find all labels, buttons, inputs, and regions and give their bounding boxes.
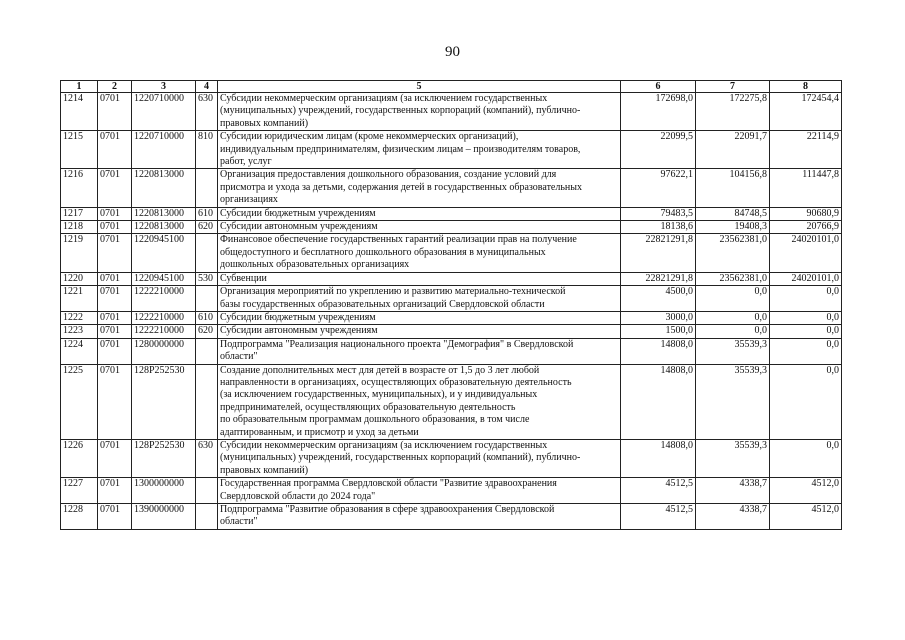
- amount-col7-cell: 0,0: [696, 286, 770, 312]
- amount-col6-cell: 97622,1: [621, 169, 696, 207]
- amount-col8-cell: 172454,4: [770, 93, 842, 131]
- item-name-cell: [218, 478, 621, 504]
- item-name-line: Организация мероприятий по укреплению и развитию материально-технической: [220, 286, 566, 298]
- row-number-cell: 1220: [61, 272, 98, 285]
- table-header: [61, 81, 842, 93]
- amount-col8-cell: 111447,8: [770, 169, 842, 207]
- target-code-cell: 1300000000: [132, 478, 196, 504]
- row-number-cell: 1216: [61, 169, 98, 207]
- page-number: 90: [445, 44, 460, 60]
- table-row: [61, 93, 842, 131]
- section-code-cell: 0701: [98, 207, 132, 220]
- item-name-cell: [218, 131, 621, 169]
- amount-col7-cell: 35539,3: [696, 338, 770, 364]
- row-number-cell: 1218: [61, 221, 98, 234]
- table-row: [61, 131, 842, 169]
- item-name-line: Финансовое обеспечение государственных гарантий реализации прав на получение: [220, 234, 577, 246]
- amount-col7-cell: 172275,8: [696, 93, 770, 131]
- target-code-cell: 1220945100: [132, 272, 196, 285]
- target-code-cell: 1222210000: [132, 311, 196, 324]
- target-code-cell: 1220710000: [132, 93, 196, 131]
- item-name-line: области": [220, 351, 258, 363]
- header-row: [61, 81, 842, 93]
- amount-col6-cell: 14808,0: [621, 338, 696, 364]
- expense-type-cell: [196, 234, 218, 272]
- section-code-cell: 0701: [98, 221, 132, 234]
- header-cell: 7: [696, 81, 770, 93]
- section-code-cell: 0701: [98, 93, 132, 131]
- expense-type-cell: [196, 364, 218, 439]
- item-name-cell: [218, 272, 621, 285]
- item-name-line: индивидуальным предпринимателям, физическим лицам – производителям товаров,: [220, 143, 581, 155]
- row-number-cell: 1225: [61, 364, 98, 439]
- amount-col6-cell: 4500,0: [621, 286, 696, 312]
- item-name-line: правовых компаний): [220, 117, 309, 129]
- header-cell: 6: [621, 81, 696, 93]
- section-code-cell: 0701: [98, 234, 132, 272]
- amount-col8-cell: 24020101,0: [770, 272, 842, 285]
- expense-type-cell: 610: [196, 311, 218, 324]
- expense-type-cell: [196, 169, 218, 207]
- expense-type-cell: 620: [196, 221, 218, 234]
- table-row: [61, 364, 842, 439]
- item-name-cell: [218, 325, 621, 338]
- amount-col6-cell: 14808,0: [621, 364, 696, 439]
- item-name-line: дошкольных образовательных организациях: [220, 259, 410, 271]
- section-code-cell: 0701: [98, 311, 132, 324]
- amount-col8-cell: 24020101,0: [770, 234, 842, 272]
- amount-col8-cell: 0,0: [770, 338, 842, 364]
- item-name-line: (за исключением государственных, муниципальных), и у индивидуальных: [220, 389, 538, 401]
- row-number-cell: 1221: [61, 286, 98, 312]
- table-row: [61, 504, 842, 530]
- amount-col7-cell: 35539,3: [696, 364, 770, 439]
- expense-type-cell: 810: [196, 131, 218, 169]
- table-row: [61, 169, 842, 207]
- amount-col6-cell: 4512,5: [621, 504, 696, 530]
- amount-col6-cell: 1500,0: [621, 325, 696, 338]
- target-code-cell: 1220813000: [132, 169, 196, 207]
- header-cell: 1: [61, 81, 98, 93]
- row-number-cell: 1228: [61, 504, 98, 530]
- row-number-cell: 1214: [61, 93, 98, 131]
- target-code-cell: 1220945100: [132, 234, 196, 272]
- item-name-line: области": [220, 516, 258, 528]
- expense-type-cell: 530: [196, 272, 218, 285]
- item-name-cell: [218, 221, 621, 234]
- item-name-line: Субсидии бюджетным учреждениям: [220, 207, 376, 219]
- item-name-cell: [218, 504, 621, 530]
- item-name-line: адаптированным, и присмотр и уход за детьми: [220, 426, 419, 438]
- amount-col7-cell: 4338,7: [696, 504, 770, 530]
- header-cell: 5: [218, 81, 621, 93]
- amount-col7-cell: 23562381,0: [696, 272, 770, 285]
- item-name-line: Субсидии бюджетным учреждениям: [220, 311, 376, 323]
- item-name-line: Субсидии автономным учреждениям: [220, 221, 378, 233]
- header-cell: 8: [770, 81, 842, 93]
- amount-col8-cell: 0,0: [770, 325, 842, 338]
- item-name-cell: [218, 207, 621, 220]
- table-row: [61, 338, 842, 364]
- target-code-cell: 1220710000: [132, 131, 196, 169]
- table-body: [61, 93, 842, 530]
- target-code-cell: 1220813000: [132, 221, 196, 234]
- amount-col6-cell: 22099,5: [621, 131, 696, 169]
- table-row: [61, 325, 842, 338]
- header-cell: 4: [196, 81, 218, 93]
- item-name-line: Подпрограмма "Развитие образования в сфере здравоохранения Свердловской: [220, 504, 555, 515]
- amount-col6-cell: 18138,6: [621, 221, 696, 234]
- amount-col8-cell: 4512,0: [770, 504, 842, 530]
- table-row: [61, 221, 842, 234]
- item-name-line: Создание дополнительных мест для детей в возрасте от 1,5 до 3 лет любой: [220, 364, 540, 376]
- budget-table: [60, 80, 842, 530]
- item-name-cell: [218, 311, 621, 324]
- expense-type-cell: [196, 286, 218, 312]
- section-code-cell: 0701: [98, 325, 132, 338]
- section-code-cell: 0701: [98, 131, 132, 169]
- row-number-cell: 1219: [61, 234, 98, 272]
- item-name-line: Субсидии юридическим лицам (кроме некоммерческих организаций),: [220, 131, 519, 143]
- target-code-cell: 1222210000: [132, 286, 196, 312]
- expense-type-cell: [196, 478, 218, 504]
- row-number-cell: 1215: [61, 131, 98, 169]
- section-code-cell: 0701: [98, 504, 132, 530]
- amount-col8-cell: 20766,9: [770, 221, 842, 234]
- item-name-cell: [218, 234, 621, 272]
- amount-col7-cell: 35539,3: [696, 439, 770, 477]
- amount-col8-cell: 0,0: [770, 364, 842, 439]
- row-number-cell: 1224: [61, 338, 98, 364]
- section-code-cell: 0701: [98, 272, 132, 285]
- item-name-line: Субсидии некоммерческим организациям (за исключением государственных: [220, 439, 548, 451]
- target-code-cell: 1220813000: [132, 207, 196, 220]
- expense-type-cell: 620: [196, 325, 218, 338]
- header-cell: 2: [98, 81, 132, 93]
- table-row: [61, 439, 842, 477]
- section-code-cell: 0701: [98, 364, 132, 439]
- item-name-line: правовых компаний): [220, 464, 309, 476]
- item-name-cell: [218, 93, 621, 131]
- item-name-line: Субвенции: [220, 272, 267, 284]
- item-name-line: Свердловской области до 2024 года": [220, 490, 376, 502]
- table-row: [61, 311, 842, 324]
- amount-col6-cell: 4512,5: [621, 478, 696, 504]
- amount-col6-cell: 14808,0: [621, 439, 696, 477]
- row-number-cell: 1222: [61, 311, 98, 324]
- item-name-line: Субсидии некоммерческим организациям (за исключением государственных: [220, 93, 548, 104]
- amount-col8-cell: 4512,0: [770, 478, 842, 504]
- amount-col7-cell: 4338,7: [696, 478, 770, 504]
- expense-type-cell: 630: [196, 439, 218, 477]
- item-name-line: организациях: [220, 194, 278, 206]
- table-row: [61, 272, 842, 285]
- row-number-cell: 1217: [61, 207, 98, 220]
- item-name-line: направленности в организациях, осуществляющих образовательную деятельность: [220, 376, 572, 388]
- item-name-cell: [218, 439, 621, 477]
- item-name-cell: [218, 338, 621, 364]
- amount-col6-cell: 3000,0: [621, 311, 696, 324]
- item-name-cell: [218, 364, 621, 439]
- amount-col7-cell: 84748,5: [696, 207, 770, 220]
- item-name-line: Подпрограмма "Реализация национального проекта "Демография" в Свердловской: [220, 338, 574, 350]
- item-name-line: присмотра и ухода за детьми, содержания детей в государственных образовательных: [220, 181, 582, 193]
- target-code-cell: 1280000000: [132, 338, 196, 364]
- amount-col7-cell: 19408,3: [696, 221, 770, 234]
- section-code-cell: 0701: [98, 478, 132, 504]
- item-name-line: Субсидии автономным учреждениям: [220, 325, 378, 337]
- amount-col7-cell: 104156,8: [696, 169, 770, 207]
- expense-type-cell: [196, 338, 218, 364]
- table-row: [61, 207, 842, 220]
- header-cell: 3: [132, 81, 196, 93]
- item-name-line: работ, услуг: [220, 156, 272, 168]
- target-code-cell: 128P252530: [132, 364, 196, 439]
- item-name-line: Организация предоставления дошкольного образования, создание условий для: [220, 169, 557, 181]
- item-name-cell: [218, 286, 621, 312]
- amount-col8-cell: 0,0: [770, 286, 842, 312]
- row-number-cell: 1227: [61, 478, 98, 504]
- target-code-cell: 128P252530: [132, 439, 196, 477]
- table-row: [61, 234, 842, 272]
- target-code-cell: 1390000000: [132, 504, 196, 530]
- item-name-line: базы государственных образовательных организаций Свердловской области: [220, 298, 545, 310]
- amount-col8-cell: 90680,9: [770, 207, 842, 220]
- expense-type-cell: 610: [196, 207, 218, 220]
- section-code-cell: 0701: [98, 286, 132, 312]
- expense-type-cell: [196, 504, 218, 530]
- item-name-line: (муниципальных) учреждений, государственных корпораций (компаний), публично-: [220, 105, 581, 117]
- amount-col6-cell: 22821291,8: [621, 234, 696, 272]
- expense-type-cell: 630: [196, 93, 218, 131]
- section-code-cell: 0701: [98, 338, 132, 364]
- item-name-cell: [218, 169, 621, 207]
- amount-col6-cell: 79483,5: [621, 207, 696, 220]
- target-code-cell: 1222210000: [132, 325, 196, 338]
- amount-col7-cell: 0,0: [696, 311, 770, 324]
- section-code-cell: 0701: [98, 169, 132, 207]
- amount-col6-cell: 172698,0: [621, 93, 696, 131]
- item-name-line: общедоступного и бесплатного дошкольного образования в муниципальных: [220, 246, 546, 258]
- amount-col8-cell: 0,0: [770, 439, 842, 477]
- row-number-cell: 1223: [61, 325, 98, 338]
- section-code-cell: 0701: [98, 439, 132, 477]
- item-name-line: по образовательным программам дошкольного образования, в том числе: [220, 414, 530, 426]
- table-row: [61, 478, 842, 504]
- item-name-line: (муниципальных) учреждений, государственных корпораций (компаний), публично-: [220, 452, 581, 464]
- amount-col7-cell: 23562381,0: [696, 234, 770, 272]
- item-name-line: Государственная программа Свердловской области "Развитие здравоохранения: [220, 478, 557, 490]
- table-row: [61, 286, 842, 312]
- amount-col8-cell: 0,0: [770, 311, 842, 324]
- amount-col8-cell: 22114,9: [770, 131, 842, 169]
- amount-col6-cell: 22821291,8: [621, 272, 696, 285]
- amount-col7-cell: 0,0: [696, 325, 770, 338]
- row-number-cell: 1226: [61, 439, 98, 477]
- item-name-line: предпринимателей, осуществляющих образовательную деятельность: [220, 401, 516, 413]
- amount-col7-cell: 22091,7: [696, 131, 770, 169]
